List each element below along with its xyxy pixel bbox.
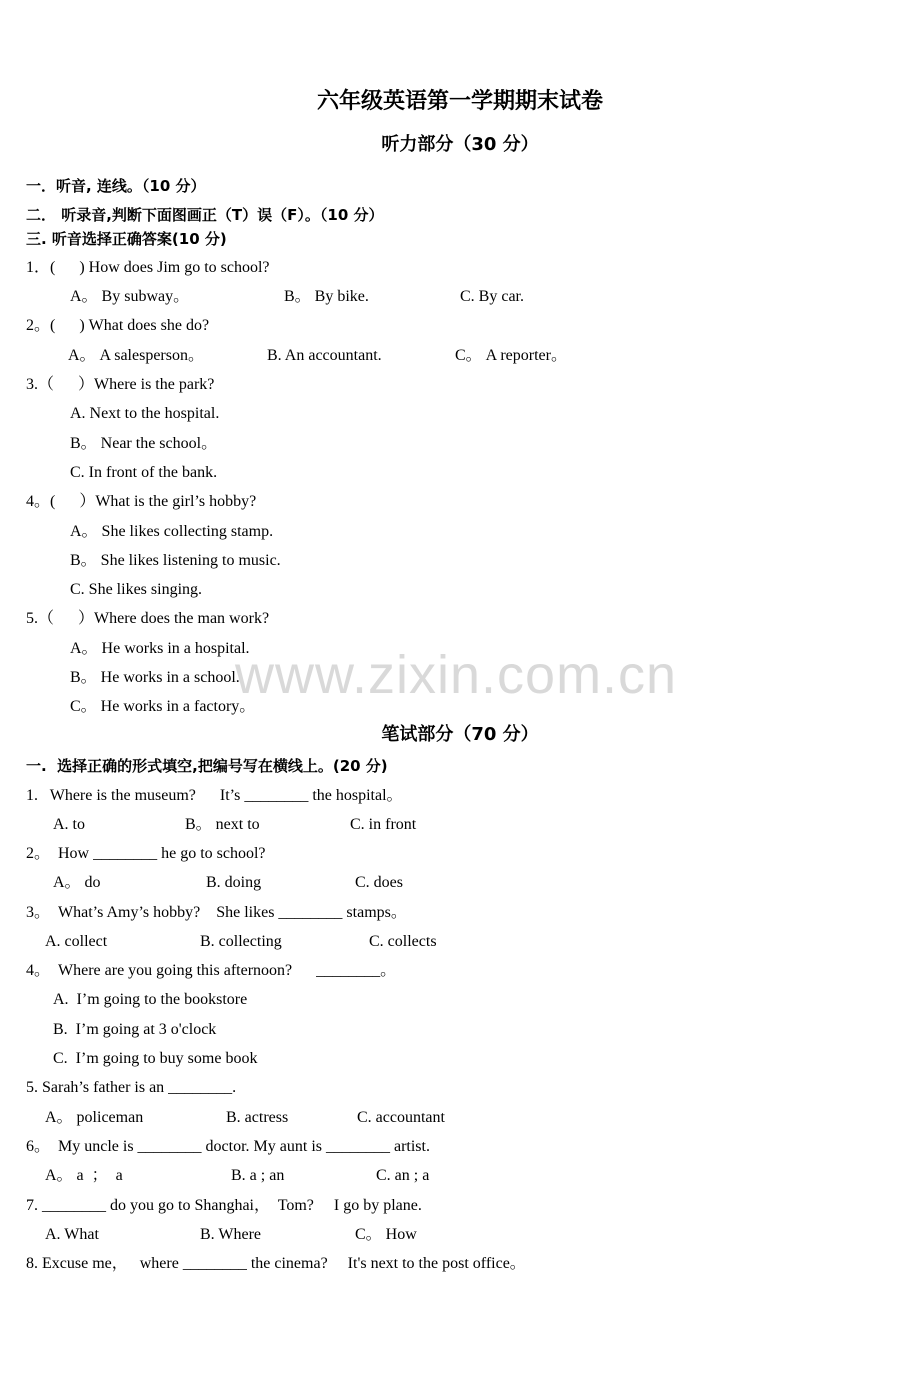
listening-part-1-heading: 一．听音, 连线。（10 分） xyxy=(26,177,206,195)
writing-q1-option-c: C. in front xyxy=(350,816,417,833)
listening-question-5: 5.（ ）Where does the man work? xyxy=(26,610,270,627)
writing-question-2: 2。 How ________ he go to school? xyxy=(26,845,266,862)
listening-section-heading: 听力部分（30 分） xyxy=(381,134,539,155)
writing-q2-option-a: A。 do xyxy=(53,874,101,891)
writing-q4-option-c: C. I’m going to buy some book xyxy=(53,1050,258,1067)
listening-part-2-heading: 二． 听录音,判断下面图画正（T）误（F）。（10 分） xyxy=(26,206,384,224)
listening-question-4: 4。( ）What is the girl’s hobby? xyxy=(26,493,257,510)
writing-question-6: 6。 My uncle is ________ doctor. My aunt is ________ artist. xyxy=(26,1138,430,1155)
writing-q1-option-a: A. to xyxy=(53,816,85,833)
listening-question-3: 3.（ ）Where is the park? xyxy=(26,376,215,393)
writing-q3-option-c: C. collects xyxy=(369,933,437,950)
listening-q3-option-c: C. In front of the bank. xyxy=(70,464,218,481)
writing-q5-option-c: C. accountant xyxy=(357,1109,445,1126)
listening-q2-option-b: B. An accountant. xyxy=(267,347,382,364)
listening-q2-option-a: A。 A salesperson。 xyxy=(68,347,204,364)
listening-q1-option-c: C. By car. xyxy=(460,288,524,305)
writing-section-heading: 笔试部分（70 分） xyxy=(381,724,539,745)
writing-q6-option-b: B. a ; an xyxy=(231,1167,285,1184)
writing-q1-option-b: B。 next to xyxy=(185,816,260,833)
writing-q7-option-c: C。 How xyxy=(355,1226,417,1243)
writing-q3-option-a: A. collect xyxy=(45,933,108,950)
listening-q2-option-c: C。 A reporter。 xyxy=(455,347,567,364)
writing-question-5: 5. Sarah’s father is an ________. xyxy=(26,1079,237,1096)
writing-q2-option-c: C. does xyxy=(355,874,403,891)
listening-q1-option-a: A。 By subway。 xyxy=(70,288,190,305)
exam-title: 六年级英语第一学期期末试卷 xyxy=(316,89,603,114)
listening-question-2: 2。( ) What does she do? xyxy=(26,317,210,334)
writing-question-1: 1. Where is the museum? It’s ________ the hospital。 xyxy=(26,787,403,804)
writing-q5-option-a: A。 policeman xyxy=(45,1109,144,1126)
listening-q4-option-c: C. She likes singing. xyxy=(70,581,203,598)
listening-q1-option-b: B。 By bike. xyxy=(284,288,369,305)
writing-question-7: 7. ________ do you go to Shanghai， Tom? I go by plane. xyxy=(26,1197,422,1214)
listening-q5-option-a: A。 He works in a hospital. xyxy=(70,640,250,657)
listening-q5-option-b: B。 He works in a school. xyxy=(70,669,240,686)
writing-q4-option-b: B. I’m going at 3 o'clock xyxy=(53,1021,217,1038)
listening-q4-option-a: A。 She likes collecting stamp. xyxy=(70,523,274,540)
listening-question-1: 1．( ) How does Jim go to school? xyxy=(26,259,270,276)
writing-q7-option-a: A. What xyxy=(45,1226,99,1243)
watermark: www.zixin.com.cn xyxy=(235,645,678,705)
writing-q7-option-b: B. Where xyxy=(200,1226,262,1243)
listening-q5-option-c: C。 He works in a factory。 xyxy=(70,698,256,715)
writing-question-8: 8. Excuse me， where ________ the cinema? It's next to the post office。 xyxy=(26,1255,526,1272)
writing-q6-option-a: A。 a ； a xyxy=(45,1167,123,1184)
writing-q3-option-b: B. collecting xyxy=(200,933,282,950)
writing-part-1-heading: 一. 选择正确的形式填空,把编号写在横线上。(20 分) xyxy=(26,757,388,775)
listening-q3-option-b: B。 Near the school。 xyxy=(70,435,218,452)
writing-question-3: 3。 What’s Amy’s hobby? She likes ________ stamps。 xyxy=(26,904,407,921)
listening-part-3-heading: 三. 听音选择正确答案(10 分) xyxy=(26,230,227,248)
writing-q6-option-c: C. an ; a xyxy=(376,1167,430,1184)
listening-q3-option-a: A. Next to the hospital. xyxy=(70,405,220,422)
writing-question-4: 4。 Where are you going this afternoon? ________。 xyxy=(26,962,397,979)
writing-q4-option-a: A. I’m going to the bookstore xyxy=(53,991,248,1008)
writing-q5-option-b: B. actress xyxy=(226,1109,289,1126)
writing-q2-option-b: B. doing xyxy=(206,874,262,891)
listening-q4-option-b: B。 She likes listening to music. xyxy=(70,552,281,569)
